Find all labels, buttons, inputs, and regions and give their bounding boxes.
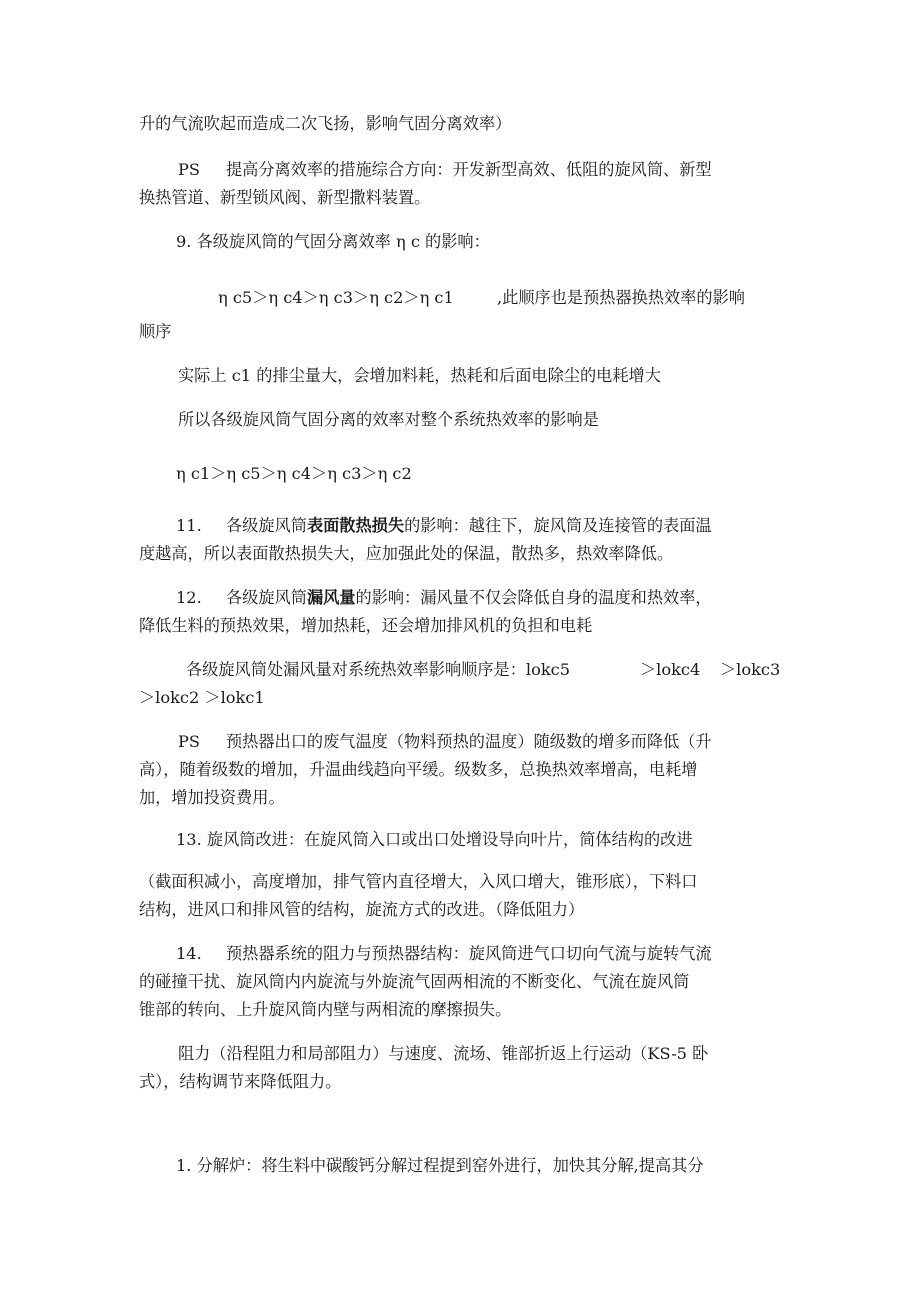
text-line: 阻力（沿程阻力和局部阻力）与速度、流场、锥部折返上行运动（KS-5 卧 <box>178 1044 709 1063</box>
ps-label: PS <box>178 732 200 751</box>
text-fragment: 提高分离效率的措施综合方向：开发新型高效、低阻的旋风筒、新型 <box>226 160 712 179</box>
formula-line: η c1＞η c5＞η c4＞η c3＞η c2 <box>176 464 412 483</box>
text-line: 预热器系统的阻力与预热器结构：旋风筒进气口切向气流与旋转气流 <box>226 944 712 963</box>
text-line: 顺序 <box>139 322 172 341</box>
text-line: 升的气流吹起而造成二次飞扬，影响气固分离效率） <box>139 114 512 133</box>
text-fragment: 各级旋风筒 <box>226 588 307 607</box>
item-number: 11. <box>176 516 202 535</box>
text-fragment: ＞lokc3 <box>720 660 781 679</box>
item-number: 14. <box>176 944 202 963</box>
text-fragment: 的影响：漏风量不仅会降低自身的温度和热效率， <box>355 588 712 607</box>
text-line <box>226 587 712 609</box>
section-heading: 13. 旋风筒改进：在旋风筒入口或出口处增设导向叶片，简体结构的改进 <box>176 830 693 849</box>
bold-term: 表面散热损失 <box>306 516 405 535</box>
text-line <box>226 515 712 537</box>
text-line: 的碰撞干扰、旋风筒内内旋流与外旋流气固两相流的不断变化、气流在旋风筒 <box>139 972 690 991</box>
text-line: ＞lokc2 ＞lokc1 <box>139 688 265 707</box>
formula-line: η c5＞η c4＞η c3＞η c2＞η c1 <box>218 288 454 307</box>
text-line: 所以各级旋风筒气固分离的效率对整个系统热效率的影响是 <box>178 410 599 429</box>
text-line: 式），结构调节来降低阻力。 <box>139 1072 342 1091</box>
text-line: 降低生料的预热效果，增加热耗，还会增加排风机的负担和电耗 <box>139 616 593 635</box>
text-line: 换热管道、新型锁风阀、新型撒料装置。 <box>139 188 431 207</box>
text-line: 度越高，所以表面散热损失大，应加强此处的保温，散热多，热效率降低。 <box>139 544 674 563</box>
text-fragment: 的影响：越往下，旋风筒及连接管的表面温 <box>404 516 712 535</box>
text-line: 预热器出口的废气温度（物料预热的温度）随级数的增多而降低（升 <box>226 732 712 751</box>
text-fragment: ＞lokc4 <box>640 660 701 679</box>
text-line: 加，增加投资费用。 <box>139 788 285 807</box>
text-line: 实际上 c1 的排尘量大，会增加料耗，热耗和后面电除尘的电耗增大 <box>178 366 661 385</box>
text-line: （截面积减小，高度增加，排气管内直径增大，入风口增大，锥形底），下料口 <box>139 872 698 891</box>
text-line: 结构，进风口和排风管的结构，旋流方式的改进。（降低阻力） <box>139 900 585 919</box>
section-heading: 9. 各级旋风筒的气固分离效率 η c 的影响： <box>176 232 490 251</box>
ps-label: PS <box>178 160 200 179</box>
text-fragment: 各级旋风筒 <box>226 516 307 535</box>
text-line <box>226 159 782 181</box>
item-number: 12. <box>176 588 202 607</box>
text-line: 高），随着级数的增加，升温曲线趋向平缓。级数多，总换热效率增高，电耗增 <box>139 760 698 779</box>
text-line: 各级旋风筒处漏风量对系统热效率影响顺序是：lokc5 <box>186 660 571 679</box>
bold-term: 漏风量 <box>306 588 356 607</box>
section-heading: 1. 分解炉：将生料中碳酸钙分解过程提到窑外进行，加快其分解,提高其分 <box>176 1156 704 1175</box>
text-line: ,此顺序也是预热器换热效率的影响 <box>497 288 745 307</box>
text-line: 锥部的转向、上升旋风筒内壁与两相流的摩擦损失。 <box>139 1000 512 1019</box>
